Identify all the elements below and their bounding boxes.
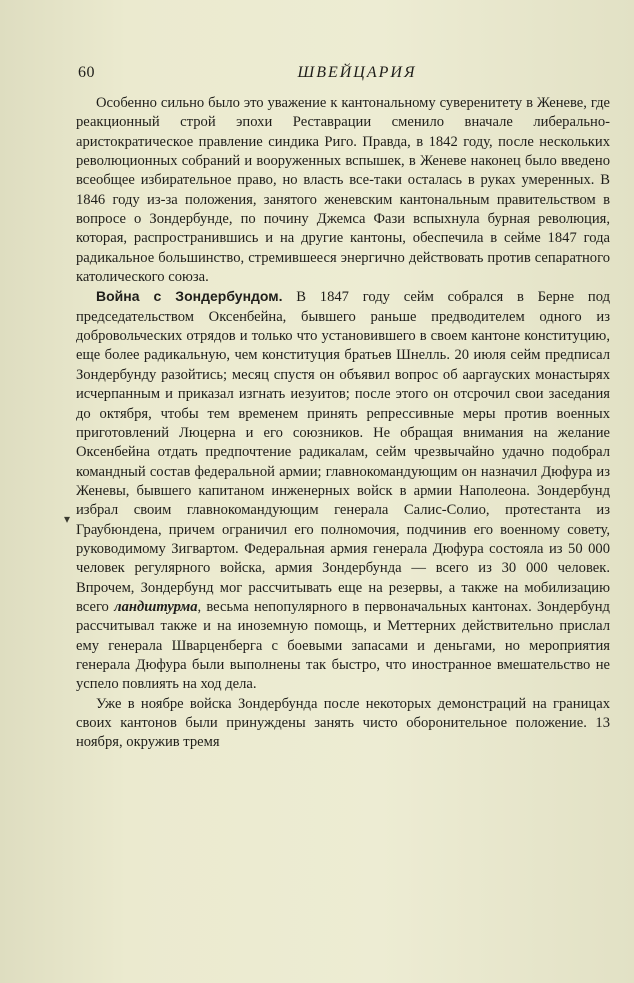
running-head: [78, 64, 606, 88]
paragraph-2-text-2: , весьма непопулярного в первоначальных кантонах. Зондербунд рассчитывал также и на иноземную помощь, и Меттерних действительно прислал ему генерала Шварценберга с боевыми запасами и деньгами, но мероприятия генерала Дюфура были выполнены так быстро, что иностранное вмешательство не успело повлиять на ход дела.: [76, 598, 610, 693]
body-text: [76, 94, 610, 753]
paragraph-2: [76, 287, 610, 694]
margin-mark: ▾: [64, 512, 71, 526]
section-heading: Война с Зондербундом.: [96, 288, 283, 305]
paragraph-1: Особенно сильно было это уважение к кантональному суверенитету в Женеве, где реакционный строй эпохи Реставрации сменило вначале либерально-аристократическое правление синдика Риго. Правда, в 1842 году, после нескольких революционных собраний и вооруженных вспышек, в Женеве наконец было введено всеобщее избирательное право, но власть все-таки осталась в руках умеренных. В 1846 году из-за положения, занятого женевским кантональным правительством в вопросе о Зондербунде, по почину Джемса Фази вспыхнула бурная революция, которая, распространившись и на другие кантоны, обеспечила в сейме 1847 года радикальное большинство, стремившееся энергично действовать против сепаратного католического союза.: [76, 95, 610, 286]
paragraph-3: Уже в ноябре войска Зондербунда после некоторых демонстраций на границах своих кантонов были принуждены занять чисто оборонительное положение. 13 ноября, окружив тремя: [76, 695, 610, 751]
emphasized-term: ландштурма: [114, 598, 198, 615]
paragraph-2-text-1: В 1847 году сейм собрался в Берне под председательством Оксенбейна, бывшего раньше предводителем одного из добровольческих отрядов и только что установившего в своем кантоне конституцию, еще более радикальную, чем конституция братьев Шнелль. 20 июля сейм предписал Зондербунду разойтись; месяц спустя он объявил вопрос об ааргауских монастырях исчерпанным и приказал изгнать иезуитов; после этого он отсрочил свои заседания до октября, чтобы тем временем принять репрессивные меры против военных приготовлений Люцерна и его союзников. Не обращая внимания на желание Оксенбейна отдать предпочтение радикалам, сейм чрезвычайно удачно подобрал командный состав федеральной армии; главнокомандующим он назначил Дюфура из Женевы, бывшего капитаном инженерных войск в армии Наполеона. Зондербунд избрал своим главнокомандующим генерала Салис-Солио, протестанта из Граубюндена, причем ограничил его полномочия, подчинив его военному совету, руководимому Зигвартом. Федеральная армия генерала Дюфура состояла из 50 000 человек регулярного войска, армия Зондербунда — всего из 30 000 человек. Впрочем, Зондербунд мог рассчитывать еще на резервы, а также на мобилизацию всего: [76, 289, 610, 615]
running-title: ШВЕЙЦАРИЯ: [297, 64, 417, 81]
page-number: 60: [78, 64, 95, 81]
